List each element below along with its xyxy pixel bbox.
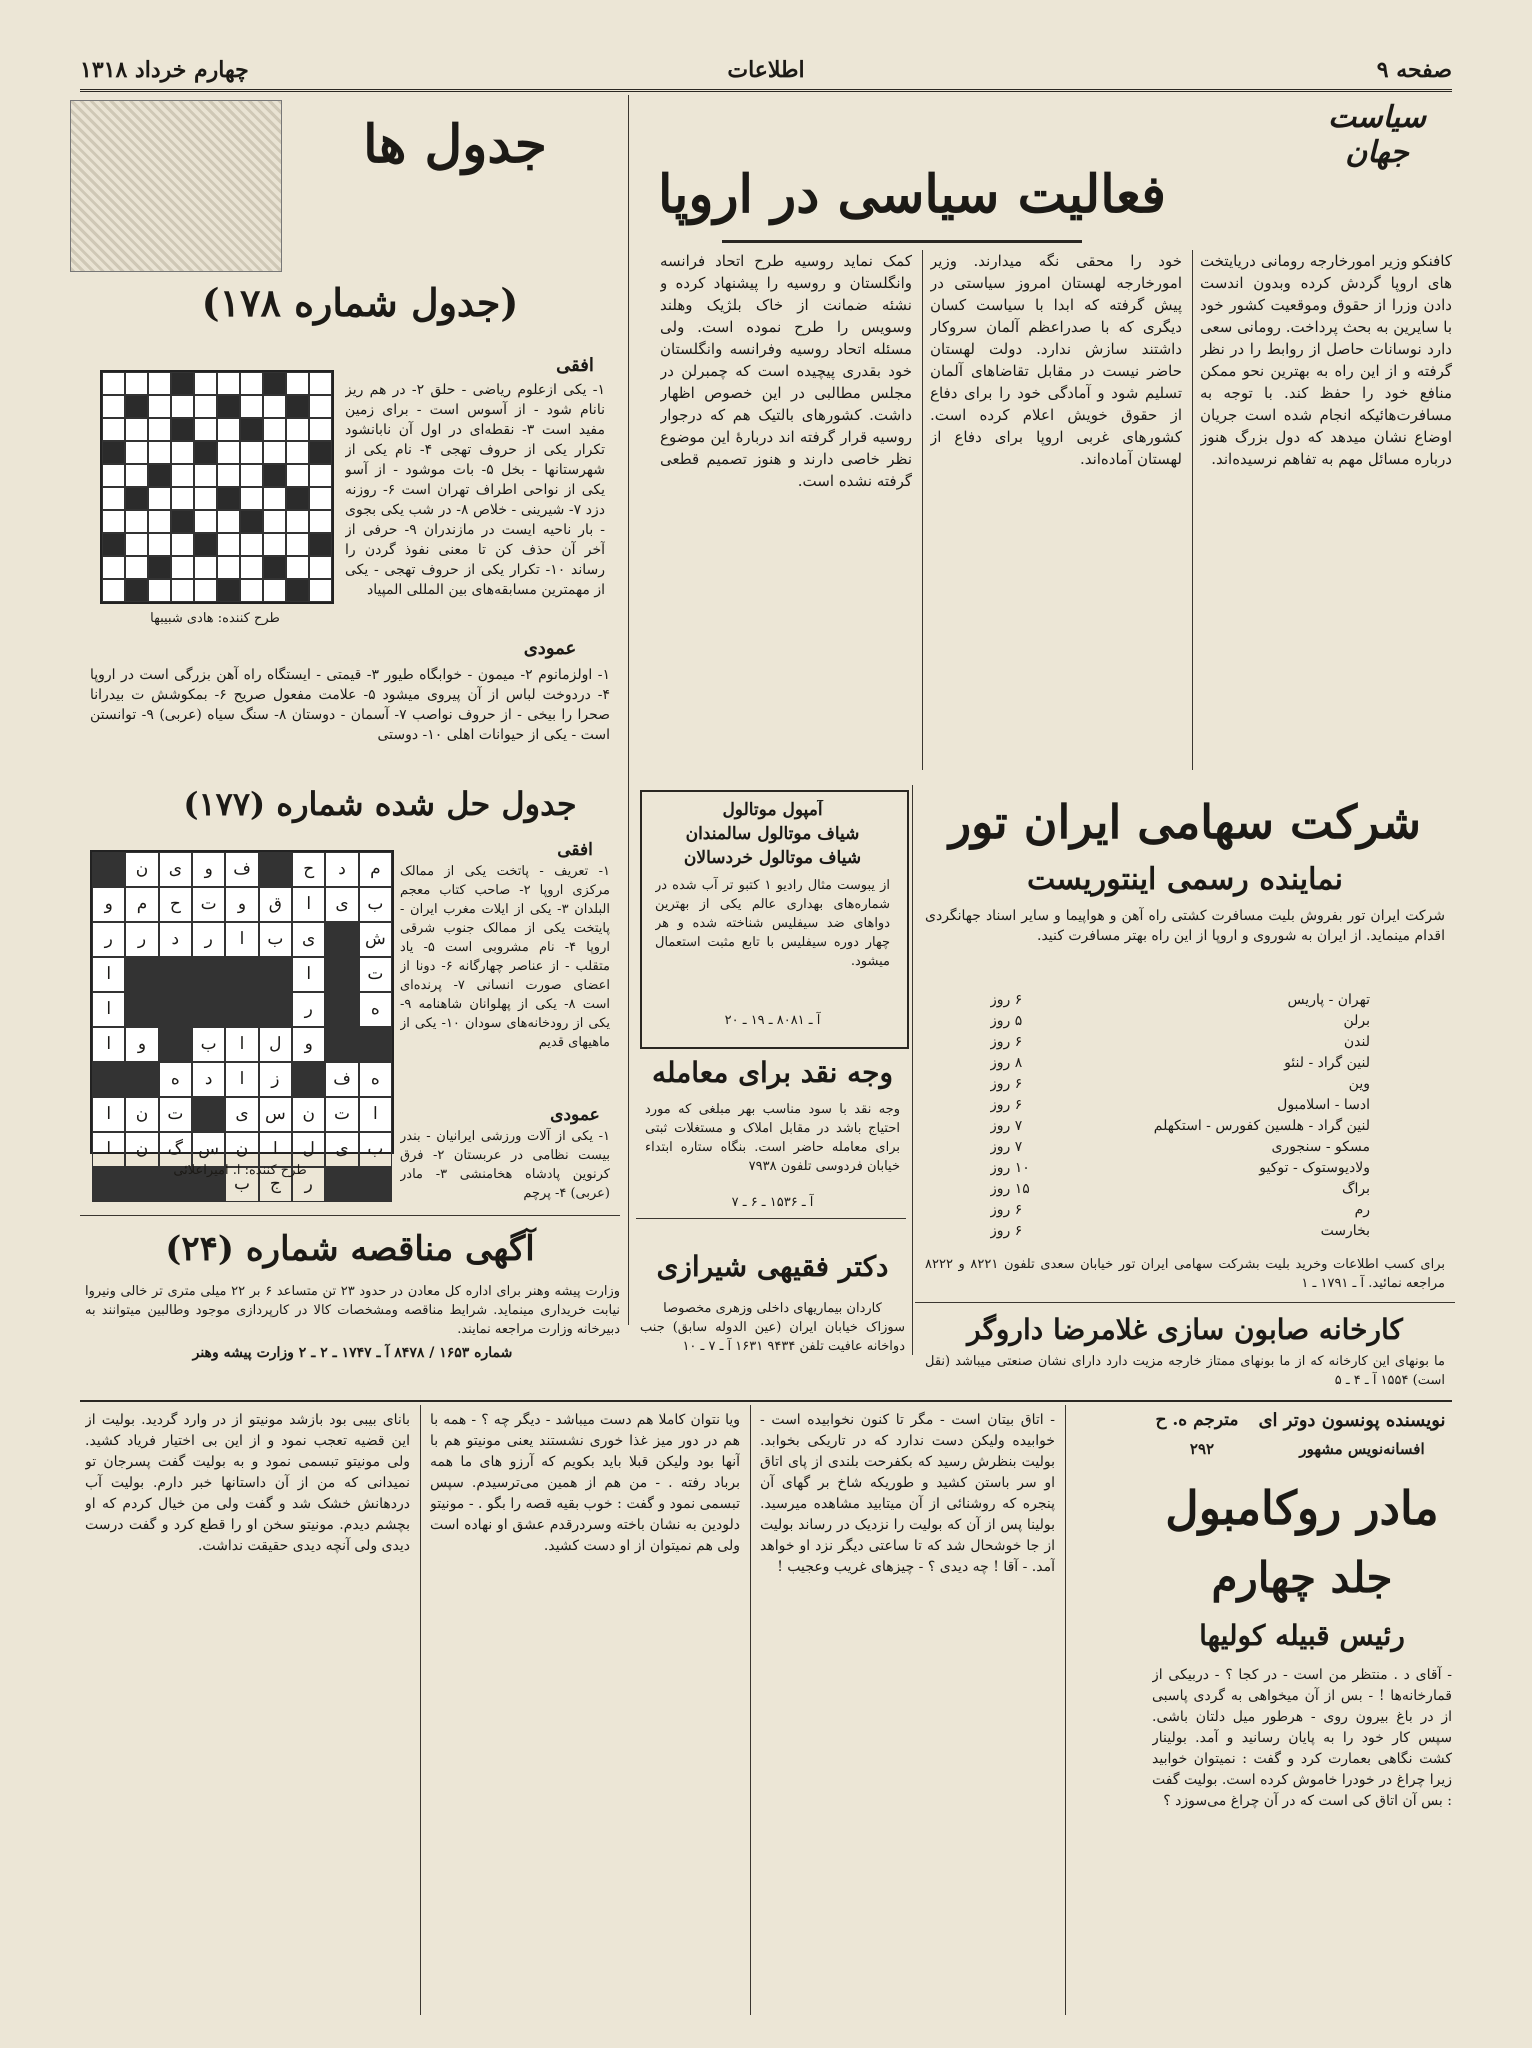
iran-tour-title: شرکت سهامی ایران تور xyxy=(948,795,1422,849)
route-duration: ۶ روز xyxy=(990,1223,1023,1239)
solved-grid-cell: ا xyxy=(225,1062,258,1097)
route-duration: ۷ روز xyxy=(990,1118,1023,1134)
solved-grid-cell: ا xyxy=(92,957,125,992)
route-row xyxy=(990,1053,1370,1074)
solved-grid-cell: ت xyxy=(192,887,225,922)
solved-grid-cell: ب xyxy=(359,887,392,922)
solved-grid-cell: ل xyxy=(292,1132,325,1167)
solved-grid-cell: م xyxy=(359,852,392,887)
solved-grid-cell: ر xyxy=(292,992,325,1027)
solved-grid-cell: و xyxy=(92,887,125,922)
solved-grid-cell xyxy=(159,1027,192,1062)
article-column-3: کمک نماید روسیه طرح اتحاد فرانسه وانگلستان و روسیه را پیشنهاد کرده و نشئه ضمانت از خاک بلژیک وهلند وسویس را طرح نموده است. ولی مسئله اتحاد روسیه وفرانسه وانگلستان خود بقدری پیچیده است که چمبرلن در مجلس مطالبی در این خصوص اظهار داشت. کشورهای بالتیک هم که درجوار روسیه قرار گرفته اند دربارهٔ این موضوع نظر خاصی دارند و هنوز تصمیم قطعی گرفته نشده است. xyxy=(660,252,912,490)
iran-tour-routes xyxy=(990,990,1370,1245)
solved-grid-cell: ا xyxy=(292,957,325,992)
route-destination: وین xyxy=(1348,1076,1370,1092)
solved-grid-cell xyxy=(192,957,225,992)
tender-text: وزارت پیشه وهنر برای اداره کل معادن در حدود ۲۳ تن متساعد ۶ بر ۲۲ میلی متری تر خالی ونیروا نیابت خریداری مینماید. شرایط مناقصه ومشخصات کالا در کارپردازی موجود وطالبین میتوانند به دبیرخانه وزارت مراجعه نمایند. xyxy=(85,1284,620,1337)
soap-ad-title: کارخانه صابون سازی غلامرضا داروگر xyxy=(967,1313,1403,1346)
route-row xyxy=(990,1074,1370,1095)
solved-grid-cell: ا xyxy=(92,1027,125,1062)
solved-grid-cell: ی xyxy=(325,1132,358,1167)
route-destination: ادسا - اسلامبول xyxy=(1277,1097,1370,1113)
solved-grid-cell: ا xyxy=(92,1132,125,1167)
crossword-author: طرح کننده: هادی شبیبها xyxy=(150,611,280,626)
route-duration: ۶ روز xyxy=(990,1034,1023,1050)
solved-grid-cell: ت xyxy=(159,1097,192,1132)
solved-grid-cell xyxy=(359,1027,392,1062)
route-row xyxy=(990,1011,1370,1032)
serial-column-1: - آقای د . منتظر من است - در کجا ؟ - دربیکی از قمارخانه‌ها ! - بس از آن میخواهی به گردی پاسبی از در باغ بیرون روی - هرطور میل دلتان باشی. سپس کار خود را به پایان رسانید و آمد. بولینار کشت نگاهی بعمارت کرد و گفت : نمیتوان خوابید زیرا چراغ در خودرا خاموش کرده است. بولیت گفت : بس آن اتاق کی است که در آن چراغ می‌سوزد ؟ xyxy=(1152,1667,1452,1809)
solved-grid-cell xyxy=(292,1062,325,1097)
solved-grid-cell: ا xyxy=(259,1132,292,1167)
solved-grid-cell xyxy=(159,957,192,992)
route-destination: لندن xyxy=(1343,1034,1370,1050)
solved-grid-cell: ب xyxy=(225,1167,258,1202)
solved-grid-cell xyxy=(159,992,192,1027)
route-destination: برلن xyxy=(1343,1013,1370,1029)
solved-grid-cell: س xyxy=(192,1132,225,1167)
route-row xyxy=(990,1137,1370,1158)
solved-grid-cell: ا xyxy=(292,887,325,922)
route-duration: ۶ روز xyxy=(990,992,1023,1008)
cash-ad-text: وجه نقد با سود مناسب بهر مبلغی که مورد احتیاج باشد در مقابل املاک و مستغلات ثبتی برای معامله حاضر است. بنگاه ستاره ابتداء خیابان فردوسی تلفون ۷۹۳۸ xyxy=(645,1102,900,1174)
route-duration: ۶ روز xyxy=(990,1202,1023,1218)
doctor-ad-title: دکتر فقیهی شیرازی xyxy=(656,1250,889,1283)
solved-grid-cell: ی xyxy=(292,922,325,957)
solved-grid-cell xyxy=(192,1097,225,1132)
masthead xyxy=(80,55,1452,92)
solved-down-label: عمودی xyxy=(550,1105,600,1125)
route-destination: لنین گراد - لنئو xyxy=(1284,1055,1370,1071)
soap-ad-text: ما بونهای این کارخانه که از ما بونهای ممتاز خارجه مزیت دارد دارای نشان صنعتی میباشد (نقل است) ۱۵۵۴ آ ـ ۴ ـ ۵ xyxy=(925,1354,1445,1388)
down-label: عمودی xyxy=(523,638,577,659)
tender-title: آگهی مناقصه شماره (۲۴) xyxy=(165,1229,535,1269)
article-column-2: خود را محقی نگه میدارند. وزیر امورخارجه لهستان امروز سیاستی در پیش گرفته که ابدا با سیاست کسان دیگری که با صدراعظم آلمان سروکار داشتند سازش ندارد. دولت لهستان حاضر نیست در مقابل تقاضاهای آلمان تسلیم شود و آمادگی خود را برای دفاع از حقوق خویش اعلام کرده است. کشورهای غربی اروپا برای دفاع از لهستان آماده‌اند. xyxy=(930,252,1182,468)
solved-grid-cell: ز xyxy=(259,1062,292,1097)
ampoule-title-3: شیاف موتالول خردسالان xyxy=(683,848,862,868)
ampoule-code: آ ـ ۸۰۸۱ ـ ۱۹ ـ ۲۰ xyxy=(724,1013,821,1028)
serial-top-rule xyxy=(80,1400,1452,1402)
column-rule xyxy=(1065,1405,1066,2015)
doctor-ad-line-1: کاردان بیماریهای داخلی وزهری مخصوصا xyxy=(663,1301,882,1316)
crossword-grid xyxy=(100,370,334,604)
solved-grid-cell: و xyxy=(225,887,258,922)
issue-date: چهارم خرداد ۱۳۱۸ xyxy=(80,57,249,83)
solved-grid-cell: ا xyxy=(225,922,258,957)
iran-tour-subtitle: نماینده رسمی اینتوریست xyxy=(1027,862,1343,897)
solved-grid-cell: ن xyxy=(225,1132,258,1167)
solved-down-clues: ۱- یکی از آلات ورزشی ایرانیان - بندر بیست نظامی در عربستان ۲- فرق کرنوین پادشاه هخامنشی ۳- مادر (عربی) ۴- پرچم xyxy=(400,1129,610,1201)
cash-ad-title: وجه نقد برای معامله xyxy=(652,1056,893,1089)
section-rule xyxy=(915,1302,1455,1303)
solved-grid-cell xyxy=(325,957,358,992)
solved-grid-cell xyxy=(259,957,292,992)
solved-grid-cell: گ xyxy=(159,1132,192,1167)
route-row xyxy=(990,1158,1370,1179)
solved-grid-cell: ف xyxy=(325,1062,358,1097)
solved-grid-cell xyxy=(225,992,258,1027)
solved-grid-cell: س xyxy=(259,1097,292,1132)
solved-grid-cell xyxy=(325,992,358,1027)
serial-column-4: بانای بیبی بود بازشد مونیتو از در وارد گردید. بولیت از این قضیه تعجب نمود و از این بی اختیار فریاد کشید. ولی مونیتو تبسمی نمود و به بولیت گفت پسرجان تو نمیدانی که من از آن داستانها خبر دارم. بولیت آب دردهانش خشک شد و گفت ولی من خیال کردم که او بچشم دیدم. مونیتو سخن او را قطع کرد و گفت درست دیدی ولی آنچه دیدی حقیقت نداشت. xyxy=(85,1412,410,1554)
serial-title: مادر روکامبول xyxy=(1165,1481,1439,1535)
solved-grid-cell: ه xyxy=(359,1062,392,1097)
iran-tour-footer: برای کسب اطلاعات وخرید بلیت بشرکت سهامی ایران تور خیابان سعدی تلفون ۸۲۲۱ و ۸۲۲۲ مراجعه نمائید. آ ـ ۱۷۹۱ ـ ۱ xyxy=(925,1257,1445,1291)
crossword-section-title: جدول ها xyxy=(363,114,547,175)
route-duration: ۷ روز xyxy=(990,1139,1023,1155)
cash-ad-code: آ ـ ۱۵۳۶ ـ ۶ ـ ۷ xyxy=(731,1195,814,1210)
headline-rule xyxy=(722,240,1082,243)
page-number: صفحه ۹ xyxy=(1376,57,1452,83)
across-label: افقی xyxy=(556,355,594,376)
route-duration: ۱۰ روز xyxy=(990,1160,1030,1176)
serial-number: ۲۹۲ xyxy=(1189,1440,1215,1458)
solved-grid-cell: ی xyxy=(159,852,192,887)
solved-grid-cell: ه xyxy=(359,992,392,1027)
solved-grid-cell: ب xyxy=(192,1027,225,1062)
solved-grid-cell: ی xyxy=(225,1097,258,1132)
solved-puzzle-title: جدول حل شده شماره (۱۷۷) xyxy=(183,785,577,823)
solved-grid-cell: ق xyxy=(259,887,292,922)
solved-grid-cell xyxy=(125,992,158,1027)
solved-grid-cell: ر xyxy=(292,1167,325,1202)
solved-grid-cell: ن xyxy=(125,1097,158,1132)
solved-grid-cell: ا xyxy=(92,992,125,1027)
column-rule xyxy=(750,1405,751,2015)
route-destination: ولادیوستوک - توکیو xyxy=(1259,1160,1370,1176)
column-rule xyxy=(1192,250,1193,770)
route-destination: بخارست xyxy=(1320,1223,1370,1239)
crossword-illustration xyxy=(70,100,282,272)
solved-author: طرح کننده: ا. امیراعلائی xyxy=(173,1163,307,1178)
section-rule xyxy=(80,1215,620,1216)
serial-column-2: - اتاق بیتان است - مگر تا کنون نخوابیده است - خوابیده ولیکن دست ندارد که در تاریکی بخوابد. بولیت بنظرش رسید که بکفرحت بلندی از پای اتاق او سر باستن کشید و طوریکه شاخ بر گهای آن پنجره که روشنائی از آن میتابید مشاهده میرسید. بولینا پس از آن که بولیت را نزدیک در رساند بولیت از جا خوشحال شد که تا ساعتی دیگر نزد او خواهد آمد. - آقا ! چه دیدی ؟ - چیزهای غریب وعجیب ! xyxy=(760,1412,1055,1575)
solved-grid-cell: ن xyxy=(125,1132,158,1167)
solved-grid-cell: ت xyxy=(325,1097,358,1132)
route-row xyxy=(990,1179,1370,1200)
route-row xyxy=(990,1221,1370,1242)
solved-grid-cell: ه xyxy=(159,1062,192,1097)
route-destination: تهران - پاریس xyxy=(1287,992,1370,1008)
iran-tour-intro: شرکت ایران تور بفروش بلیت مسافرت کشتی راه آهن و هواپیما و سایر اسناد جهانگردی اقدام مینماید. از ایران به شوروی و اروپا از این راه بهتر مسافرت کنید. xyxy=(925,908,1445,944)
main-column-rule xyxy=(628,95,629,1325)
down-clues: ۱- اولزمانوم ۲- میمون - خوابگاه طیور ۳- قیمتی - ایستگاه راه آهن بزرگی است در اروپا ۴- دردوخت لباس از آن پیروی میشود ۵- علامت مفعول صریح ۶- بمکوشش ت بیدرانا صحرا را بیخی - از حروف نواصب ۷- آسمان - دوستان ۸- سنگ سیاه (عربی) ۹- توانستن است - یکی از حیوانات اهلی ۱۰- دوستی xyxy=(90,667,610,743)
serial-volume: جلد چهارم xyxy=(1211,1553,1393,1602)
serial-author: نویسنده پونسون دوتر ای xyxy=(1258,1410,1446,1431)
section-label: سیاست جهان xyxy=(1328,100,1426,170)
route-duration: ۶ روز xyxy=(990,1076,1023,1092)
solved-grid-cell: د xyxy=(192,1062,225,1097)
column-rule xyxy=(922,250,923,770)
route-row xyxy=(990,1032,1370,1053)
solved-grid-cell: ی xyxy=(325,887,358,922)
route-duration: ۸ روز xyxy=(990,1055,1023,1071)
solved-grid-cell: ا xyxy=(225,1027,258,1062)
solved-grid-cell: م xyxy=(125,887,158,922)
solved-grid-cell xyxy=(325,1027,358,1062)
across-clues: ۱- یکی ازعلوم ریاضی - حلق ۲- در هم ریز نانام شود - از آسوس است - برای زمین مفید است ۳- نقطه‌ای در اول آن نابانشود تکرار یکی از حروف تهجی ۴- نام یکی از شهرستانها - بخل ۵- بات موشود - از آسو یکی از نواحی اطراف تهران است ۶- روزنه دزد ۷- شیرینی - خلاص ۸- در شب یکی بجوی - بار ناحیه ایست در مازندران ۹- حرفی از آخر آن حذف کن تا معنی نفوذ گردن را رساند ۱۰- تکرار یکی از حروف تهجی - یکی از مهمترین مسابقه‌های بین المللی المپیاد xyxy=(345,382,605,598)
solved-grid-cell: ح xyxy=(292,852,325,887)
solved-grid-cell xyxy=(92,1062,125,1097)
solved-grid-cell: ح xyxy=(159,887,192,922)
solved-grid-cell xyxy=(92,852,125,887)
route-row xyxy=(990,1116,1370,1137)
solved-grid-cell: ر xyxy=(125,922,158,957)
solved-grid-cell: ش xyxy=(359,922,392,957)
route-row xyxy=(990,1095,1370,1116)
solved-grid-cell: و xyxy=(125,1027,158,1062)
solved-grid-cell xyxy=(259,992,292,1027)
serial-column-3: ویا نتوان کاملا هم دست میباشد - دیگر چه ؟ - همه با هم در دور میز غذا خوری نشستند یعنی مونیتو هم با آنها بود ولیکن قبلا باید بکویم که آرزو های ما همه برباد رفته . - من هم از همین می‌ترسیدم. سپس تبسمی نمود و گفت : خوب بقیه قصه را بگو . - مونیتو دلودین به نشان باخته وسردرقدم عشق او نهاده است ولی هم نمیتوان از او دست کشید. xyxy=(430,1412,740,1554)
solved-across-label: افقی xyxy=(557,840,593,860)
solved-grid-cell xyxy=(125,957,158,992)
route-destination: براگ xyxy=(1341,1181,1370,1197)
solved-grid-cell: د xyxy=(325,852,358,887)
solved-grid-cell xyxy=(125,1062,158,1097)
solved-grid-cell: ب xyxy=(359,1132,392,1167)
route-row xyxy=(990,990,1370,1011)
main-headline: فعالیت سیاسی در اروپا xyxy=(658,164,1166,225)
solved-grid-cell xyxy=(225,957,258,992)
ampoule-text: از یبوست مثال رادیو ۱ کتبو تر آب شده در شماره‌های بهداری عالم یکی از بهترین دواهای ضد سیفلیس شناخته شده و هر چهار دوره سیفلیس با تابع مثبت استعمال میشود. xyxy=(655,878,890,969)
solved-grid-cell: ا xyxy=(359,1097,392,1132)
solved-grid-cell xyxy=(259,852,292,887)
solved-across-clues: ۱- تعریف - پاتخت یکی از ممالک مرکزی اروپا ۲- صاحب کتاب معجم البلدان ۳- یکی از ایلات مغرب ایران - پایتخت یکی از ممالک جنوب شرقی اروپا ۴- نام مشروبی است ۵- یاد متقلب - از عناصر چهارگانه ۶- دونا از اعضای صورت انسانی ۷- پرنده‌ای است ۸- یکی از پهلوانان شاهنامه ۹- یکی از رودخانه‌های سودان ۱۰- یکی از ماهیهای قدیم xyxy=(400,864,610,1050)
solved-grid-cell: ا xyxy=(92,1097,125,1132)
route-row xyxy=(990,1200,1370,1221)
route-duration: ۱۵ روز xyxy=(990,1181,1030,1197)
puzzle-title: (جدول شماره ۱۷۸) xyxy=(201,280,519,325)
serial-series: افسانه‌نویس مشهور xyxy=(1299,1440,1425,1458)
doctor-ad-line-2: سوزاک خیابان ایران (عین الدوله سابق) جنب دواخانه عافیت تلفن ۹۴۳۴ ۱۶۳۱ آ ـ ۷ ـ ۱۰ xyxy=(640,1320,905,1354)
route-destination: رم xyxy=(1354,1202,1370,1218)
solved-grid-cell: ج xyxy=(259,1167,292,1202)
solved-grid-cell: ر xyxy=(92,922,125,957)
serial-chapter: رئیس قبیله کولیها xyxy=(1199,1619,1405,1652)
newspaper-name: اطلاعات xyxy=(727,57,805,83)
solved-grid-cell: و xyxy=(192,852,225,887)
solved-grid-cell: ل xyxy=(259,1027,292,1062)
solved-grid-cell: ف xyxy=(225,852,258,887)
ampoule-title-1: آمپول موتالول xyxy=(722,800,823,820)
ampoule-title-2: شیاف موتالول سالمندان xyxy=(685,824,860,844)
solved-grid-cell xyxy=(192,992,225,1027)
route-destination: لنین گراد - هلسین کفورس - استکهلم xyxy=(1153,1118,1370,1134)
route-duration: ۵ روز xyxy=(990,1013,1023,1029)
tender-footer: شماره ۱۶۵۳ / ۸۴۷۸ آ ـ ۱۷۴۷ ـ ۲ ـ ۲ وزارت پیشه وهنر xyxy=(192,1345,513,1361)
solved-grid-cell: و xyxy=(292,1027,325,1062)
solved-grid-cell: ب xyxy=(259,922,292,957)
solved-grid-cell: ن xyxy=(125,852,158,887)
article-column-1: کافنکو وزیر امورخارجه رومانی دریایتخت های اروپا گردش کرده وبدون اندست دادن وزرا از حقوق وموقعیت کشور خود با سایرین به بحث پرداخت. رومانی سعی دارد نوسانات حاصل از روابط را در نظر گرفته و از این راه به بهترین نحو ممکن منافع خود را حفظ کند. با توجه به مسافرت‌هائیکه انجام شده است جریان اوضاع نشان میدهد که دول بزرگ هنوز درباره مسائل مهم به تفاهم نرسیده‌اند. xyxy=(1200,252,1452,468)
section-rule xyxy=(636,1218,906,1219)
route-destination: مسکو - سنجوری xyxy=(1271,1139,1370,1155)
column-rule xyxy=(912,785,913,1355)
solved-grid-cell: د xyxy=(159,922,192,957)
solved-grid-cell: ن xyxy=(292,1097,325,1132)
serial-translator: مترجم ه. ح xyxy=(1155,1410,1239,1430)
solved-grid-cell: ر xyxy=(192,922,225,957)
column-rule xyxy=(420,1405,421,2015)
solved-grid-cell: ت xyxy=(359,957,392,992)
solved-grid-cell xyxy=(325,922,358,957)
route-duration: ۶ روز xyxy=(990,1097,1023,1113)
